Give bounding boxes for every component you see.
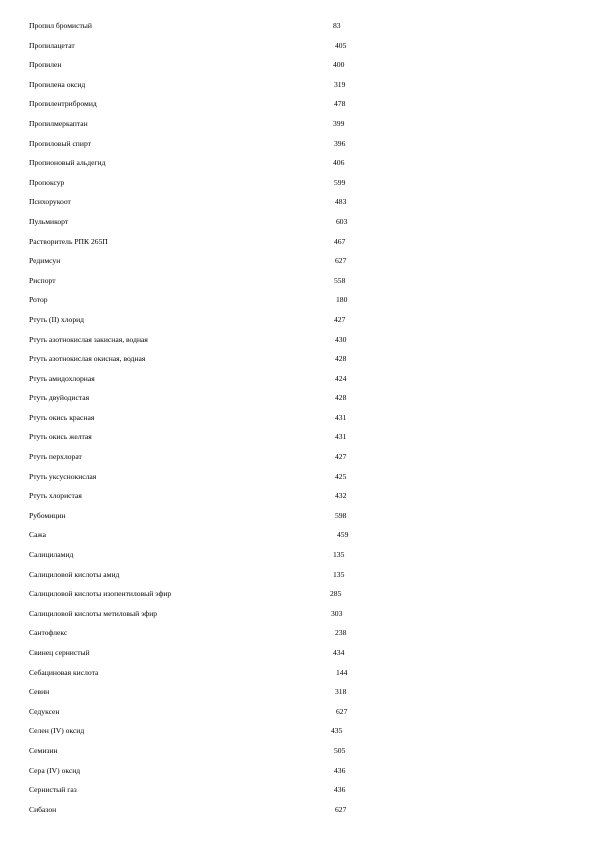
substance-name: Свинец сернистый bbox=[29, 648, 90, 657]
page-number: 467 bbox=[334, 236, 346, 246]
list-item bbox=[0, 486, 595, 506]
substance-name: Сажа bbox=[29, 530, 47, 540]
page-number: 431 bbox=[335, 432, 347, 442]
list-item bbox=[0, 16, 595, 36]
list-item bbox=[0, 702, 595, 722]
substance-name: Селен (IV) оксид bbox=[29, 726, 85, 736]
list-item bbox=[0, 75, 595, 95]
page-number: 399 bbox=[333, 118, 345, 128]
substance-name: Пропилентрибромид bbox=[29, 99, 97, 109]
substance-name: Пропионовый альдегид bbox=[29, 158, 106, 168]
page-number: 400 bbox=[333, 60, 345, 70]
list-item bbox=[0, 251, 595, 271]
list-item bbox=[0, 408, 595, 428]
list-item bbox=[0, 134, 595, 154]
page-number: 405 bbox=[335, 40, 347, 50]
list-item bbox=[0, 94, 595, 114]
substance-name: Салициламид bbox=[29, 550, 74, 560]
substance-name: Растворитель РПК 265П bbox=[29, 236, 108, 246]
substance-name: Пропилацетат bbox=[29, 40, 75, 50]
substance-name: Пропил бромистый bbox=[29, 21, 92, 30]
list-item bbox=[0, 545, 595, 565]
page-number: 436 bbox=[334, 765, 346, 775]
list-item bbox=[0, 173, 595, 193]
list-item bbox=[0, 310, 595, 330]
page-number: 319 bbox=[334, 79, 346, 89]
substance-name: Ртуть азотнокислая закисная, водная bbox=[29, 334, 148, 344]
list-item bbox=[0, 114, 595, 134]
page-number: 427 bbox=[335, 452, 347, 462]
page-number: 144 bbox=[336, 667, 348, 677]
substance-name: Сибазон bbox=[29, 804, 57, 814]
page-number: 83 bbox=[333, 21, 341, 30]
substance-name: Ртуть азотнокислая окисная, водная bbox=[29, 354, 146, 364]
page-number: 505 bbox=[334, 745, 346, 755]
page-number: 434 bbox=[333, 648, 345, 657]
substance-name: Ртуть перхлорат bbox=[29, 452, 82, 462]
page-number: 238 bbox=[335, 628, 347, 638]
page-number: 396 bbox=[334, 138, 346, 148]
page-number: 598 bbox=[335, 510, 347, 520]
substance-name: Ртуть уксуснокислая bbox=[29, 471, 97, 481]
page-number: 428 bbox=[335, 393, 347, 403]
substance-name: Ртуть (II) хлорид bbox=[29, 314, 85, 324]
list-item bbox=[0, 525, 595, 545]
page-number: 603 bbox=[336, 216, 348, 226]
page-number: 432 bbox=[335, 491, 347, 501]
list-item bbox=[0, 153, 595, 173]
substance-name: Себациновая кислота bbox=[29, 667, 99, 677]
page-number: 425 bbox=[335, 471, 347, 481]
list-item bbox=[0, 741, 595, 761]
list-item bbox=[0, 721, 595, 741]
list-item bbox=[0, 36, 595, 56]
list-item bbox=[0, 290, 595, 310]
list-item bbox=[0, 682, 595, 702]
list-item bbox=[0, 232, 595, 252]
page-number: 430 bbox=[335, 334, 347, 344]
substance-name: Пульмикорт bbox=[29, 216, 69, 226]
page-number: 599 bbox=[334, 177, 346, 187]
substance-name: Ртуть двуйодистая bbox=[29, 393, 90, 403]
list-item bbox=[0, 349, 595, 369]
page-number: 436 bbox=[334, 785, 346, 795]
list-item bbox=[0, 330, 595, 350]
page-number: 427 bbox=[334, 314, 346, 324]
substance-name: Пропилен bbox=[29, 60, 62, 70]
substance-name: Салициловой кислоты изопентиловый эфир bbox=[29, 589, 172, 599]
list-item bbox=[0, 212, 595, 232]
substance-name: Сера (IV) оксид bbox=[29, 765, 81, 775]
page-number: 459 bbox=[337, 530, 349, 540]
substance-name: Ртуть хлористая bbox=[29, 491, 82, 501]
substance-name: Риспорт bbox=[29, 275, 56, 285]
list-item bbox=[0, 663, 595, 683]
page-number: 318 bbox=[335, 687, 347, 697]
list-item bbox=[0, 447, 595, 467]
page-number: 180 bbox=[336, 295, 348, 305]
substance-name: Пропилена оксид bbox=[29, 79, 86, 89]
page-number: 285 bbox=[330, 589, 342, 599]
substance-name: Сернистый газ bbox=[29, 785, 77, 795]
substance-name: Ртуть амидохлорная bbox=[29, 373, 95, 383]
substance-name: Редимсун bbox=[29, 256, 61, 266]
substance-name: Севин bbox=[29, 687, 50, 697]
substance-name: Ротор bbox=[29, 295, 48, 305]
substance-name: Психорукоот bbox=[29, 197, 71, 207]
substance-name: Рубомицин bbox=[29, 510, 66, 520]
substance-name: Ртуть окись красная bbox=[29, 412, 95, 422]
list-item bbox=[0, 584, 595, 604]
page-number: 627 bbox=[336, 706, 348, 716]
page-number: 435 bbox=[331, 726, 343, 736]
page-number: 478 bbox=[334, 99, 346, 109]
page-number: 431 bbox=[335, 412, 347, 422]
list-item bbox=[0, 271, 595, 291]
substance-name: Сантофлекс bbox=[29, 628, 68, 638]
page-number: 483 bbox=[335, 197, 347, 207]
list-item bbox=[0, 604, 595, 624]
list-item bbox=[0, 565, 595, 585]
list-item bbox=[0, 55, 595, 75]
page-number: 135 bbox=[333, 550, 345, 560]
list-item bbox=[0, 369, 595, 389]
list-item bbox=[0, 467, 595, 487]
list-item bbox=[0, 761, 595, 781]
list-item bbox=[0, 388, 595, 408]
list-item bbox=[0, 800, 595, 820]
page-number: 406 bbox=[333, 158, 345, 168]
list-item bbox=[0, 427, 595, 447]
substance-name: Ртуть окись желтая bbox=[29, 432, 92, 442]
list-item bbox=[0, 780, 595, 800]
substance-name: Седуксен bbox=[29, 706, 60, 716]
page-number: 627 bbox=[335, 804, 347, 814]
page-number: 627 bbox=[335, 256, 347, 266]
list-item bbox=[0, 643, 595, 663]
substance-name: Пропилмеркаптан bbox=[29, 118, 88, 128]
list-item bbox=[0, 623, 595, 643]
page-number: 303 bbox=[331, 608, 343, 618]
list-item bbox=[0, 192, 595, 212]
page-number: 428 bbox=[335, 354, 347, 364]
page-number: 135 bbox=[333, 569, 345, 579]
substance-name: Салициловой кислоты амид bbox=[29, 569, 120, 579]
page-number: 558 bbox=[334, 275, 346, 285]
substance-name: Пропоксур bbox=[29, 177, 65, 187]
substance-name: Салициловой кислоты метиловый эфир bbox=[29, 608, 158, 618]
substance-name: Пропиловый спирт bbox=[29, 138, 91, 148]
substance-name: Семизин bbox=[29, 745, 58, 755]
substance-list bbox=[0, 16, 595, 819]
page-number: 424 bbox=[335, 373, 347, 383]
list-item bbox=[0, 506, 595, 526]
